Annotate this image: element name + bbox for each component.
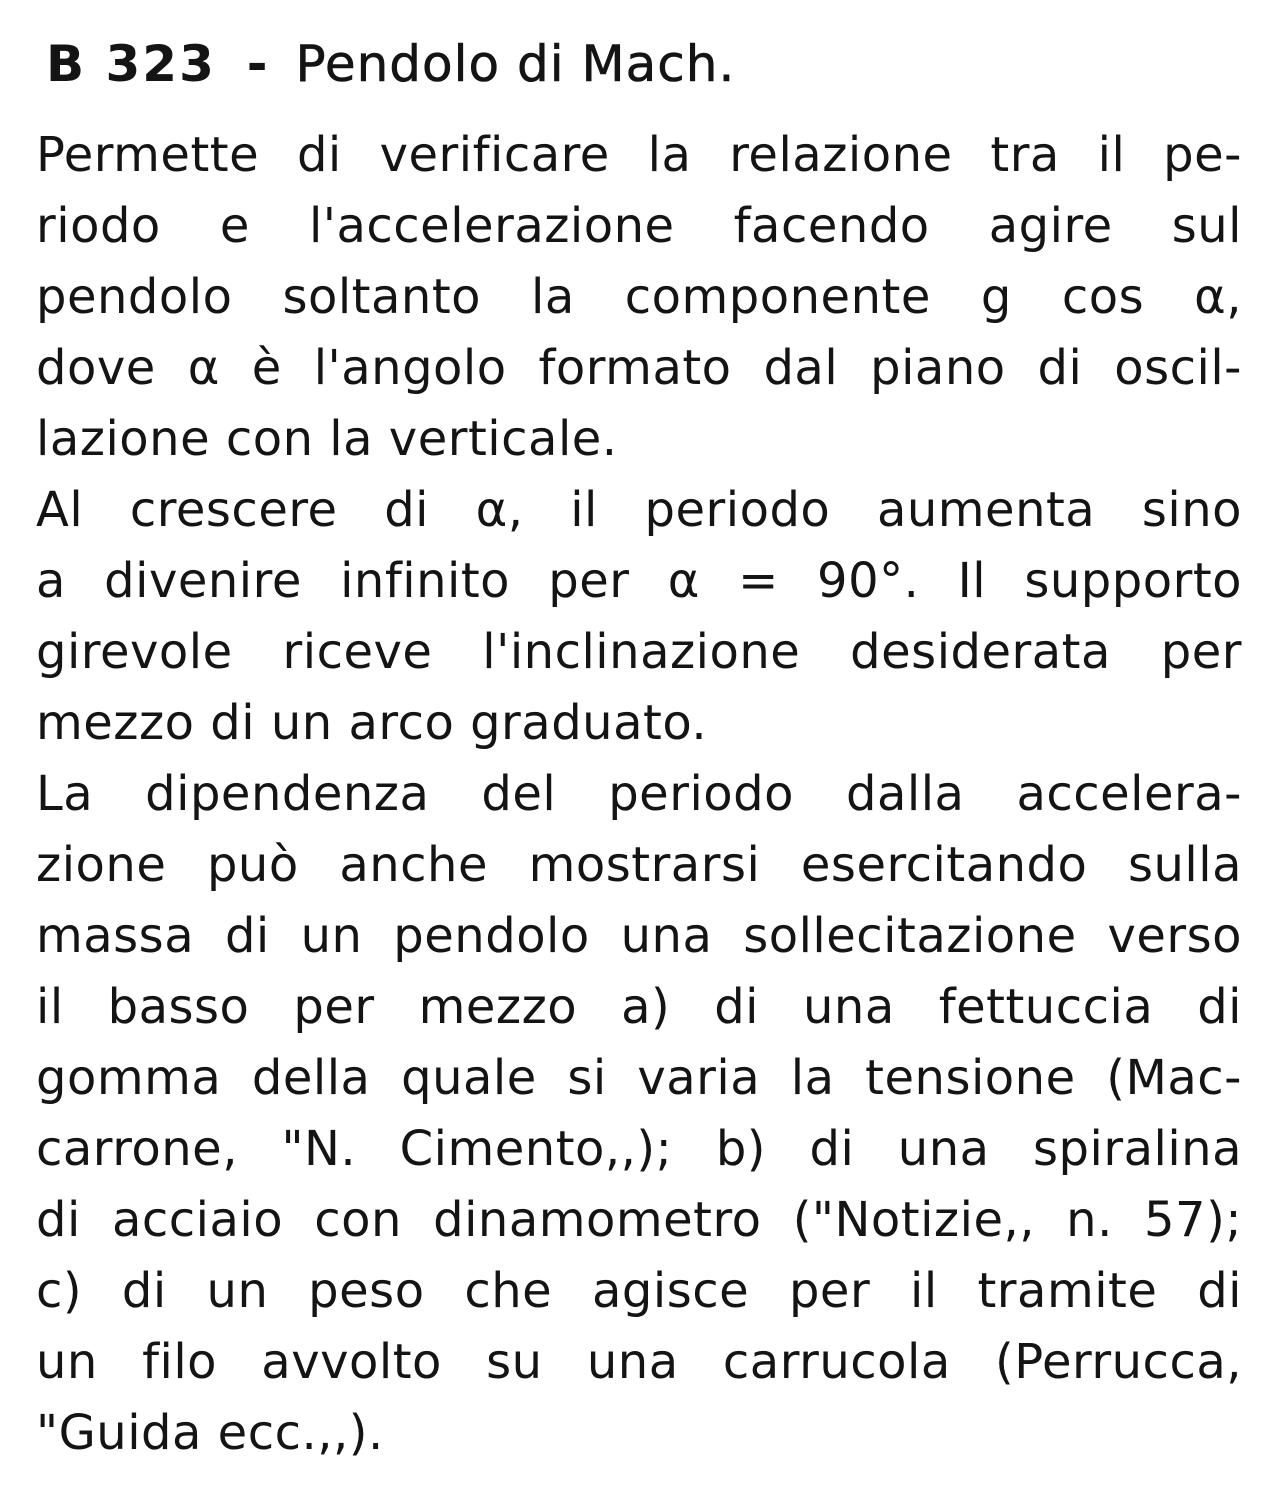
text-line: il basso per mezzo a) di una fettuccia di <box>36 979 1242 1035</box>
text-line: mezzo di un arco graduato. <box>36 695 708 751</box>
text-line: gomma della quale si varia la tensione (Mac- <box>36 1050 1242 1106</box>
text-line: Permette di verificare la relazione tra il pe- <box>36 127 1242 183</box>
text-line: di acciaio con dinamometro ("Notizie,, n. 57); <box>36 1192 1242 1248</box>
text-line: La dipendenza del periodo dalla accelera- <box>36 766 1242 822</box>
text-line: a divenire infinito per α = 90°. Il supporto <box>36 553 1242 609</box>
text-line: lazione con la verticale. <box>36 411 618 467</box>
entry-heading <box>46 22 1242 106</box>
text-line: carrone, "N. Cimento,,); b) di una spiralina <box>36 1121 1242 1177</box>
text-line: c) di un peso che agisce per il tramite di <box>36 1263 1242 1319</box>
entry-code: B 323 <box>46 35 216 93</box>
text-line: zione può anche mostrarsi esercitando sulla <box>36 837 1242 893</box>
heading-separator: - <box>246 35 269 93</box>
paragraph-3 <box>36 759 1242 1469</box>
text-line: riodo e l'accelerazione facendo agire sul <box>36 198 1242 254</box>
text-line: girevole riceve l'inclinazione desiderata per <box>36 624 1242 680</box>
document-page <box>36 22 1242 1469</box>
text-line: Al crescere di α, il periodo aumenta sino <box>36 482 1242 538</box>
text-line: massa di un pendolo una sollecitazione verso <box>36 908 1242 964</box>
text-line: dove α è l'angolo formato dal piano di oscil- <box>36 340 1242 396</box>
text-line: pendolo soltanto la componente g cos α, <box>36 269 1242 325</box>
paragraph-2 <box>36 475 1242 759</box>
text-line: un filo avvolto su una carrucola (Perrucca, <box>36 1334 1242 1390</box>
paragraph-1 <box>36 120 1242 475</box>
text-line: "Guida ecc.,,). <box>36 1405 384 1461</box>
entry-name: Pendolo di Mach. <box>295 35 736 93</box>
